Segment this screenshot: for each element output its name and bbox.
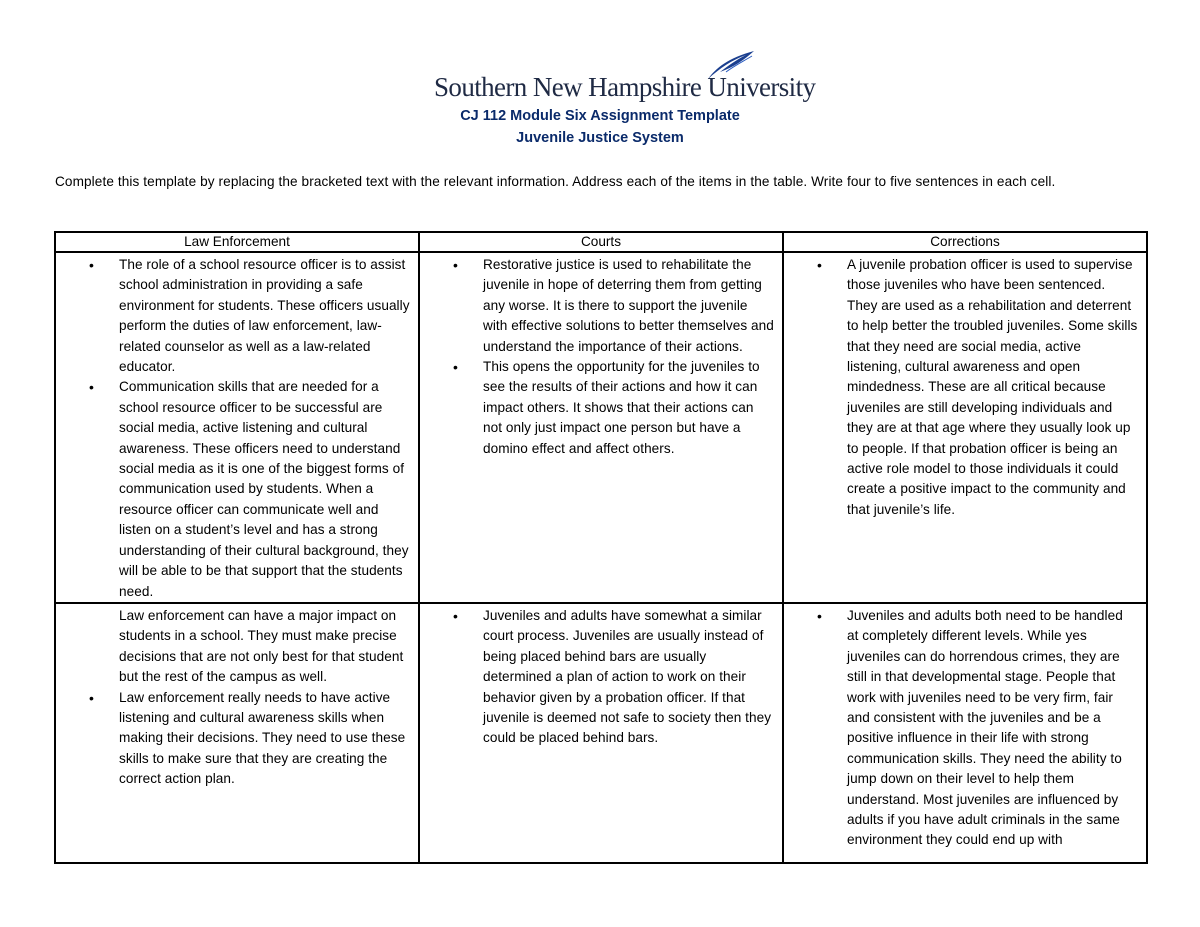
- column-header-law-enforcement: Law Enforcement: [55, 232, 419, 252]
- column-header-courts: Courts: [419, 232, 783, 252]
- courts-cell: [419, 252, 783, 603]
- law-enforcement-cell: [55, 603, 419, 863]
- bullet-item: • Juveniles and adults have somewhat a similar court process. Juveniles are usually instead of being placed behind bars are usually determined a plan of action to work on their behavior given by a probation officer. If that juvenile is deemed not safe to society then they could be placed behind bars.: [420, 606, 782, 749]
- courts-cell: [419, 603, 783, 863]
- column-header-corrections: Corrections: [783, 232, 1147, 252]
- assignment-table: [54, 231, 1148, 864]
- bullet-item: • The role of a school resource officer is to assist school administration in providing a safe environment for students. These officers usually perform the duties of law enforcement, law-related counselor as well as a law-related educator.: [56, 255, 418, 377]
- corrections-cell: [783, 252, 1147, 603]
- table-row: [55, 252, 1147, 603]
- table-row: [55, 603, 1147, 863]
- bullet-item: • Communication skills that are needed for a school resource officer to be successful are social media, active listening and cultural awareness. These officers need to understand social media as it is one of the biggest forms of communication used by students. When a resource officer can communicate well and listen on a student’s level and has a strong understanding of their cultural background, they will be able to be that support that the students need.: [56, 377, 418, 601]
- bullet-item: • A juvenile probation officer is used to supervise those juveniles who have been sentenced. They are used as a rehabilitation and deterrent to help better the troubled juveniles. Some skills that they need are social media, active listening, cultural awareness and open mindedness. These are all critical because juveniles are still developing individuals and they are at that age where they usually look up to people. If that probation officer is being an active role model to those individuals it could create a positive impact to the community and that juvenile’s life.: [784, 255, 1146, 520]
- university-logo: [434, 50, 816, 106]
- bullet-item: Law enforcement can have a major impact on students in a school. They must make precise decisions that are not only best for that student but the rest of the campus as well.: [119, 607, 404, 685]
- instructions-paragraph: Complete this template by replacing the bracketed text with the relevant information. Address each of the items in the table. Write four to five sentences in each cell.: [55, 174, 1056, 189]
- quill-icon: [706, 50, 756, 80]
- law-enforcement-cell: [55, 252, 419, 603]
- bullet-item: • This opens the opportunity for the juveniles to see the results of their actions and how it can impact others. It shows that their actions can not only just impact one person but have a domino effect and affect others.: [420, 357, 782, 459]
- table-header-row: [55, 232, 1147, 252]
- bullet-item: • Juveniles and adults both need to be handled at completely different levels. While yes juveniles can do horrendous crimes, they are still in that developmental stage. People that work with juveniles need to be very firm, fair and consistent with the juveniles and be a positive influence in their life with strong communication skills. They need the ability to jump down on their level to help them understand. Most juveniles are influenced by adults if you have adult criminals in the same environment they could end up with: [784, 606, 1146, 851]
- university-wordmark: Southern New Hampshire University: [434, 72, 816, 102]
- bullet-item: • Restorative justice is used to rehabilitate the juvenile in hope of deterring them from getting any worse. It is there to support the juvenile with effective solutions to better themselves and understand the importance of their actions.: [420, 255, 782, 357]
- bullet-item: • Law enforcement really needs to have active listening and cultural awareness skills when making their decisions. They need to use these skills to make sure that they are creating the correct action plan.: [56, 688, 418, 790]
- corrections-cell: [783, 603, 1147, 863]
- document-title: CJ 112 Module Six Assignment Template: [460, 108, 740, 124]
- document-subtitle: Juvenile Justice System: [516, 130, 684, 146]
